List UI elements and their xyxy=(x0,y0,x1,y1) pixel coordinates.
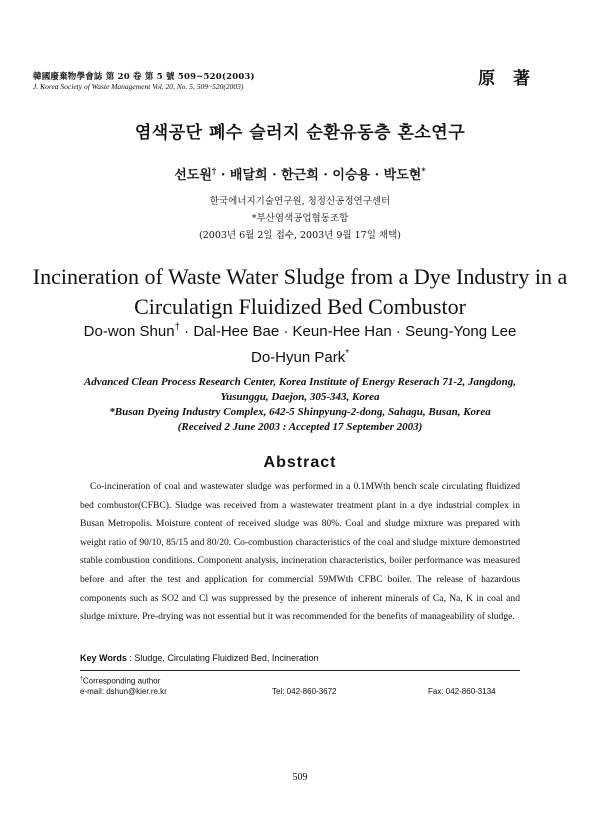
paper-title-english-line2: Circulatign Fluidized Bed Combustor xyxy=(134,294,466,319)
document-type-label: 原 著 xyxy=(478,69,536,89)
journal-title-korean: 韓國廢棄物學會誌 第 20 卷 第 5 號 509~520(2003) xyxy=(33,72,255,82)
affiliation-ko-line2: *부산염색공업협동조합 xyxy=(251,213,349,224)
footnote-email: e-mail: dshun@kier.re.kr xyxy=(80,687,167,696)
author-corresponding-en: Do-won Shun xyxy=(83,323,175,340)
authors-ko-rest: · 배달희 · 한근희 · 이승용 · 박도현 xyxy=(216,168,422,183)
author-last-en: Do-Hyun Park xyxy=(251,349,346,366)
keywords-text: : Sludge, Circulating Fluidized Bed, Incineration xyxy=(126,653,319,663)
affiliation-ko-line1: 한국에너지기술연구원, 청정신공정연구센터 xyxy=(209,196,391,207)
authors-english xyxy=(0,322,600,340)
affiliation-en-line1: Advanced Clean Process Research Center, Korea Institute of Energy Reserach 71-2, Jangdong, xyxy=(83,376,517,388)
page-number: 509 xyxy=(292,772,308,783)
keywords xyxy=(80,653,318,663)
journal-title-english: J. Korea Society of Waste Management Vol. 20, No. 5, 509~520(2003) xyxy=(33,82,244,91)
authors-en-rest: · Dal-Hee Bae · Keun-Hee Han · Seung-Yong Lee xyxy=(180,323,517,340)
footnote-corresponding xyxy=(80,676,160,686)
authors-korean xyxy=(0,164,600,183)
star-mark-en: * xyxy=(345,348,349,359)
paper-title-english-line1: Incineration of Waste Water Sludge from a Dye Industry in a xyxy=(32,264,568,289)
footnote-corresponding-label: Corresponding author xyxy=(82,676,161,686)
keywords-label: Key Words xyxy=(80,653,127,663)
affiliation-en-line2: Yusunggu, Daejon, 305-343, Korea xyxy=(220,391,380,403)
abstract-body: Co-incineration of coal and wastewater sludge was performed in a 0.1MWth bench scale circulating fluidized bed combustor(CFBC). Sludge was received from a wastewater treatment plant in a dye industrial complex in Busan Metropolis. Moisture content of received sludge was 80%. Coal and sludge mixture was prepared with weight ratio of 90/10, 85/15 and 80/20. Co-combustion characteristics of the coal and sludge mixture demonstrted stable combustion conditions. Component analysis, incineration characteristics, boiler performance was measured before and after the test and application for commercial 59MWth CFBC boiler. The release of hazardous components such as SO2 and Cl was suppressed by the presence of inherent minerals of Ca, Na, K in coal and sludge mixture. Pre-drying was not essential but it was recommended for the benefits of manageability of sludge. xyxy=(80,481,520,623)
footnote-dagger: † xyxy=(80,676,83,682)
star-mark: * xyxy=(421,165,426,176)
dagger-mark-en: † xyxy=(174,322,180,333)
received-date-en: (Received 2 June 2003 : Accepted 17 September 2003) xyxy=(177,421,423,433)
paper-title-korean: 염색공단 폐수 슬러지 순환유동층 혼소연구 xyxy=(134,123,466,143)
footnote-fax: Fax: 042-860-3134 xyxy=(428,687,496,696)
abstract-heading: Abstract xyxy=(263,454,337,471)
footnote-divider xyxy=(80,670,520,671)
affiliation-en-line3: *Busan Dyeing Industry Complex, 642-5 Shinpyung-2-dong, Sahagu, Busan, Korea xyxy=(109,406,491,418)
received-date-ko: (2003년 6월 2일 접수, 2003년 9월 17일 채택) xyxy=(199,230,401,241)
footnote-tel: Tel: 042-860-3672 xyxy=(272,687,337,696)
authors-english-line2 xyxy=(0,348,600,366)
dagger-mark: † xyxy=(211,165,217,176)
author-corresponding-ko: 선도원 xyxy=(174,168,212,183)
